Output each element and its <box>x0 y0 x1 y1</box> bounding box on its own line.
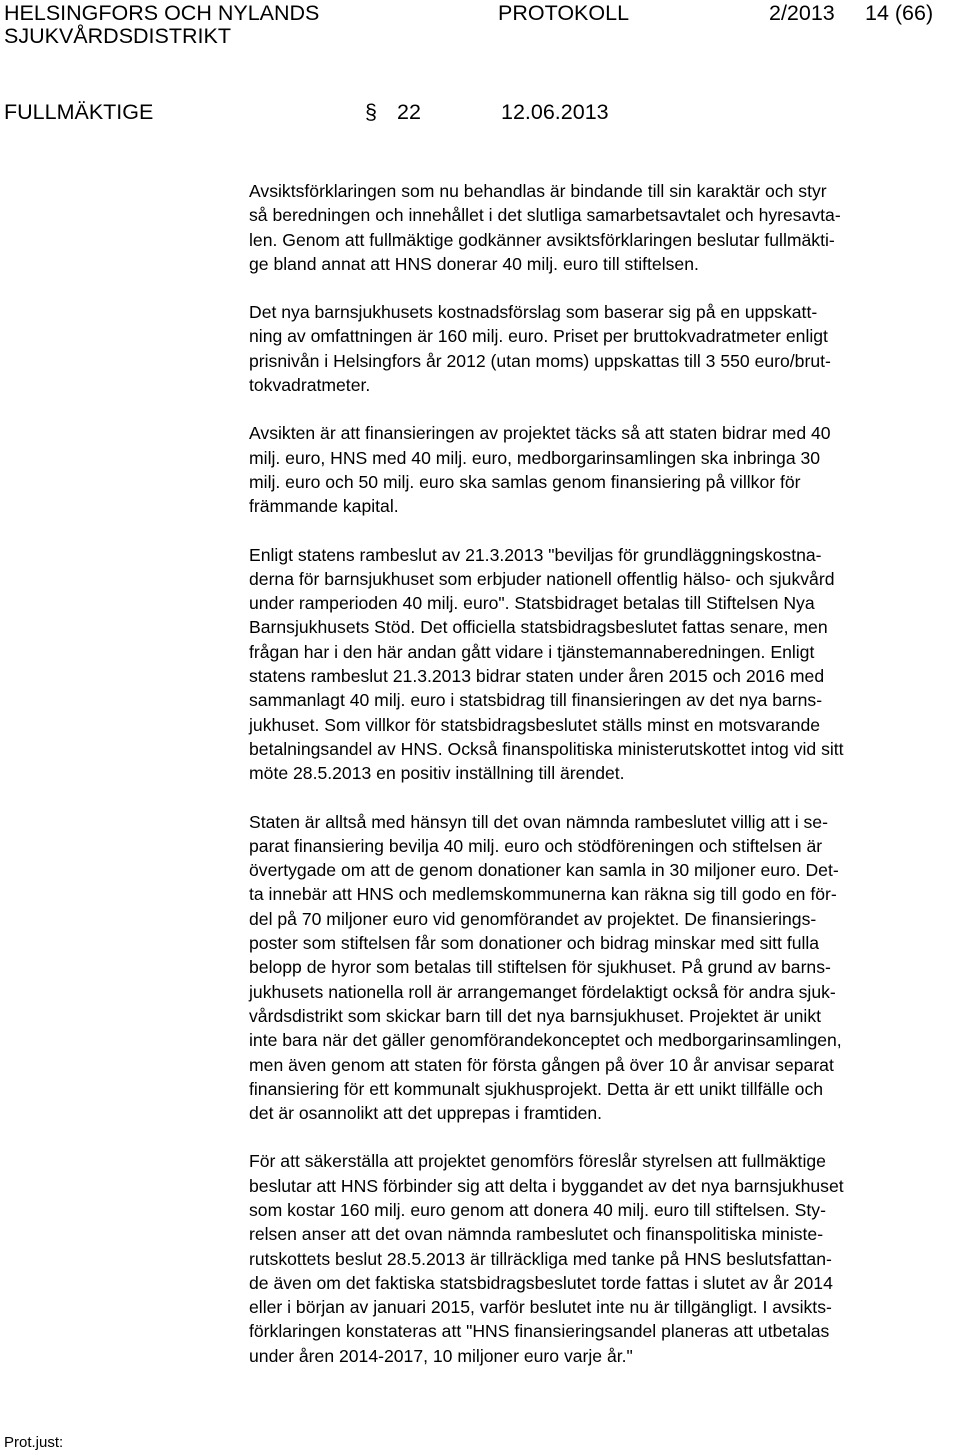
paragraph-line: parat finansiering bevilja 40 milj. euro och stödföreningen och stiftelsen är <box>249 835 823 856</box>
paragraph-line: jukhuset. Som villkor för statsbidragsbeslutet ställs minst en motsvarande <box>249 714 821 735</box>
paragraph-line: Avsikten är att finansieringen av projektet täcks så att staten bidrar med 40 <box>249 423 831 444</box>
paragraph-line: del på 70 miljoner euro vid genomförandet av projektet. De finansierings- <box>249 908 817 929</box>
paragraph-line: För att säkerställa att projektet genomförs föreslår styrelsen att fullmäktige <box>249 1151 826 1172</box>
decision-body: FULLMÄKTIGE <box>4 100 154 124</box>
paragraph-line: derna för barnsjukhuset som erbjuder nationell offentlig hälso- och sjukvård <box>249 568 835 589</box>
paragraph-line: främmande kapital. <box>249 496 399 517</box>
protocol-number: 2/2013 <box>769 1 835 25</box>
paragraph-line: som kostar 160 milj. euro genom att donera 40 milj. euro till stiftelsen. Sty- <box>249 1199 826 1220</box>
body-paragraph <box>249 1149 955 1368</box>
paragraph-line: så beredningen och innehållet i det slutliga samarbetsavtalet och hyresavta- <box>249 205 841 226</box>
paragraph-line: under ramperioden 40 milj. euro". Statsbidraget betalas till Stiftelsen Nya <box>249 593 815 614</box>
paragraph-line: övertygade om att de genom donationer kan samla in 30 miljoner euro. Det- <box>249 860 839 881</box>
paragraph-line: men även genom att staten för första gången på över 10 år anvisar separat <box>249 1054 834 1075</box>
paragraph-line: de även om det faktiska statsbidragsbeslutet torde fattas i slutet av år 2014 <box>249 1272 833 1293</box>
paragraph-line: vårdsdistrikt som skickar barn till det nya barnsjukhuset. Projektet är unikt <box>249 1005 822 1026</box>
section-number: 22 <box>397 100 421 124</box>
paragraph-line: möte 28.5.2013 en positiv inställning till ärendet. <box>249 763 625 784</box>
paragraph-line: Avsiktsförklaringen som nu behandlas är bindande till sin karaktär och styr <box>249 181 827 201</box>
document-type: PROTOKOLL <box>498 1 630 25</box>
body-paragraph <box>249 810 955 1126</box>
paragraph-line: eller i början av januari 2015, varför beslutet inte nu är tillgängligt. I avsikts- <box>249 1297 832 1318</box>
body-paragraph <box>249 179 955 276</box>
page-number: 14 (66) <box>865 1 934 25</box>
body-paragraph <box>249 543 955 786</box>
document-body <box>249 179 955 1392</box>
paragraph-line: milj. euro, HNS med 40 milj. euro, medborgarinsamlingen ska inbringa 30 <box>249 447 821 468</box>
paragraph-line: förklaringen konstateras att "HNS finansieringsandel planeras att utbetalas <box>249 1321 830 1342</box>
body-paragraph <box>249 421 955 518</box>
body-paragraph <box>249 300 955 397</box>
paragraph-line: prisnivån i Helsingfors år 2012 (utan moms) uppskattas till 3 550 euro/brut- <box>249 350 831 371</box>
paragraph-line: beslutar att HNS förbinder sig att delta i byggandet av det nya barnsjukhuset <box>249 1175 844 1196</box>
paragraph-line: len. Genom att fullmäktige godkänner avsiktsförklaringen beslutar fullmäkti- <box>249 229 835 250</box>
footer-label: Prot.just: <box>4 1434 64 1451</box>
paragraph-line: betalningsandel av HNS. Också finanspolitiska ministerutskottet intog vid sitt <box>249 738 844 759</box>
paragraph-line: ta innebär att HNS och medlemskommunerna kan räkna sig till godo en för- <box>249 884 837 905</box>
paragraph-line: Det nya barnsjukhusets kostnadsförslag som baserar sig på en uppskatt- <box>249 302 818 323</box>
paragraph-line: Enligt statens rambeslut av 21.3.2013 "beviljas för grundläggningskostna- <box>249 544 822 565</box>
paragraph-line: frågan har i den här andan gått vidare i tjänstemannaberedningen. Enligt <box>249 641 815 662</box>
paragraph-line: sammanlagt 40 milj. euro i statsbidrag till finansieringen av det nya barns- <box>249 690 823 711</box>
paragraph-line: det är osannolikt att det upprepas i framtiden. <box>249 1103 603 1124</box>
paragraph-line: ge bland annat att HNS donerar 40 milj. euro till stiftelsen. <box>249 253 699 274</box>
paragraph-line: relsen anser att det ovan nämnda rambeslutet och finanspolitiska ministe- <box>249 1224 824 1245</box>
paragraph-line: rutskottets beslut 28.5.2013 är tillräckliga med tanke på HNS beslutsfattan- <box>249 1248 832 1269</box>
paragraph-line: Barnsjukhusets Stöd. Det officiella statsbidragsbeslutet fattas senare, men <box>249 617 828 638</box>
paragraph-line: poster som stiftelsen får som donationer och bidrag minskar med sitt fulla <box>249 933 820 954</box>
paragraph-line: ning av omfattningen är 160 milj. euro. Priset per bruttokvadratmeter enligt <box>249 326 828 347</box>
paragraph-line: jukhusets nationella roll är arrangemanget fördelaktigt också för andra sjuk- <box>249 981 836 1002</box>
paragraph-line: statens rambeslut 21.3.2013 bidrar staten under åren 2015 och 2016 med <box>249 666 825 687</box>
paragraph-line: under åren 2014-2017, 10 miljoner euro varje år." <box>249 1345 633 1366</box>
paragraph-line: milj. euro och 50 milj. euro ska samlas genom finansiering på villkor för <box>249 471 801 492</box>
organization-name-line1: HELSINGFORS OCH NYLANDS <box>4 1 320 25</box>
section-sign: § <box>365 100 377 124</box>
paragraph-line: tokvadratmeter. <box>249 375 371 396</box>
paragraph-line: Staten är alltså med hänsyn till det ovan nämnda rambeslutet villig att i se- <box>249 811 828 832</box>
paragraph-line: belopp de hyror som betalas till stiftelsen för sjukhuset. På grund av barns- <box>249 957 831 978</box>
meeting-date: 12.06.2013 <box>501 100 609 124</box>
organization-name-line2: SJUKVÅRDSDISTRIKT <box>4 24 231 48</box>
paragraph-line: inte bara när det gäller genomförandekonceptet och medborgarinsamlingen, <box>249 1030 842 1051</box>
paragraph-line: finansiering för ett kommunalt sjukhusprojekt. Detta är ett unikt tillfälle och <box>249 1078 824 1099</box>
